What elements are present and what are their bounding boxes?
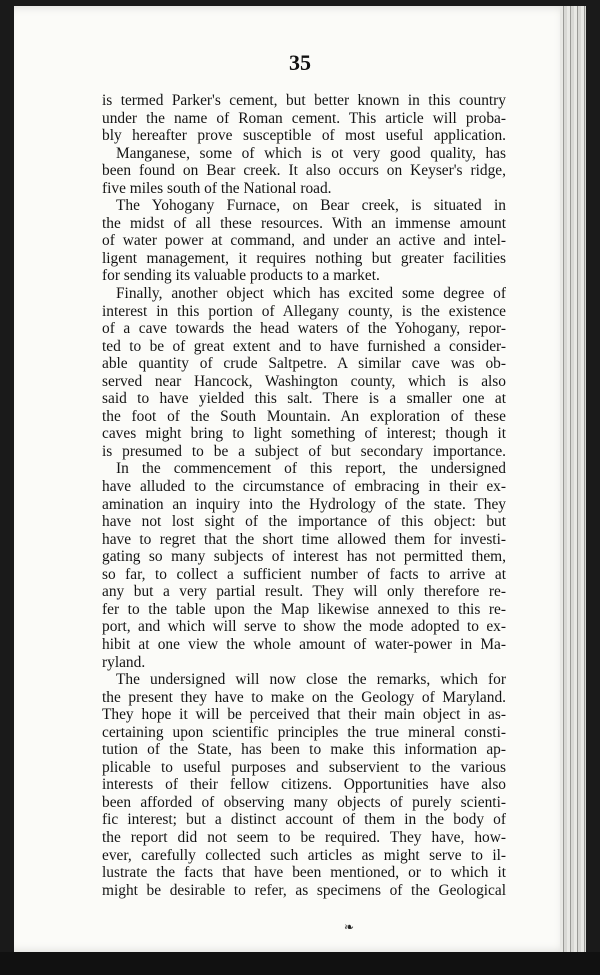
text-line: have to regret that the short time allowed them for investi- [102,530,506,548]
text-line: any but a very partial result. They will only therefore re- [102,583,506,601]
text-line: the midst of all these resources. With an immense amount [102,214,506,232]
text-line: fic interest; but a distinct account of them in the body of [102,811,506,829]
text-line: lustrate the facts that have been mentioned, or to which it [102,864,506,882]
text-line: have not lost sight of the importance of this object: but [102,513,506,531]
text-line: The undersigned will now close the remarks, which for [116,671,506,689]
text-line: caves might bring to light something of interest; though it [102,425,506,443]
scan-border [0,952,600,975]
text-line: said to have yielded this salt. There is a smaller one at [102,390,506,408]
text-line: so far, to collect a sufficient number of facts to arrive at [102,565,506,583]
page-gutter [560,6,586,952]
text-line: tution of the State, has been to make this information ap- [102,741,506,759]
text-line: Manganese, some of which is ot very good quality, has [116,144,506,162]
text-line: interests of their fellow citizens. Opportunities have also [102,776,506,794]
text-line: the present they have to make on the Geology of Maryland. [102,688,506,706]
text-line: for sending its valuable products to a market. [102,267,380,285]
text-line: been found on Bear creek. It also occurs on Keyser's ridge, [102,162,506,180]
text-line: ever, carefully collected such articles as might serve to il- [102,846,506,864]
text-line: have alluded to the circumstance of embracing in their ex- [102,478,506,496]
text-line: able quantity of crude Saltpetre. A similar cave was ob- [102,355,506,373]
page-number: 35 [289,50,311,75]
text-line: port, and which will serve to show the mode adopted to ex- [102,618,506,636]
text-line: In the commencement of this report, the undersigned [116,460,506,478]
text-line: five miles south of the National road. [102,179,332,197]
text-line: is presumed to be a subject of but secondary importance. [102,442,506,460]
text-line: gating so many subjects of interest has not permitted them, [102,548,506,566]
text-line: might be desirable to refer, as specimens of the Geological [102,881,506,899]
text-line: under the name of Roman cement. This article will proba- [102,109,506,127]
text-line: The Yohogany Furnace, on Bear creek, is situated in [116,197,506,215]
signature-mark: ❧ [344,920,355,934]
text-line: plicable to useful purposes and subservient to the various [102,758,506,776]
text-line: is termed Parker's cement, but better known in this country [102,92,506,109]
text-line: amination an inquiry into the Hydrology of the state. They [102,495,506,513]
text-line: the report did not seem to be required. They have, how- [102,828,506,846]
text-line: been afforded of observing many objects of purely scienti- [102,793,506,811]
body-text [102,92,506,899]
text-line: ligent management, it requires nothing but greater facilities [102,249,506,267]
text-line: ted to be of great extent and to have furnished a consider- [102,337,506,355]
text-line: fer to the table upon the Map likewise annexed to this re- [102,600,506,618]
text-line: of a cave towards the head waters of the Yohogany, repor- [102,320,506,338]
text-line: served near Hancock, Washington county, which is also [102,372,506,390]
text-line: hibit at one view the whole amount of water-power in Ma- [102,635,506,653]
text-line: bly hereafter prove susceptible of most useful application. [102,127,506,145]
text-line: the foot of the South Mountain. An exploration of these [102,407,506,425]
text-line: interest in this portion of Allegany county, is the existence [102,302,506,320]
text-line: certaining upon scientific principles the true mineral consti- [102,723,506,741]
text-line: of water power at command, and under an active and intel- [102,232,506,250]
text-line: ryland. [102,653,146,671]
text-line: Finally, another object which has excited some degree of [116,285,506,303]
text-line: They hope it will be perceived that their main object in as- [102,706,506,724]
